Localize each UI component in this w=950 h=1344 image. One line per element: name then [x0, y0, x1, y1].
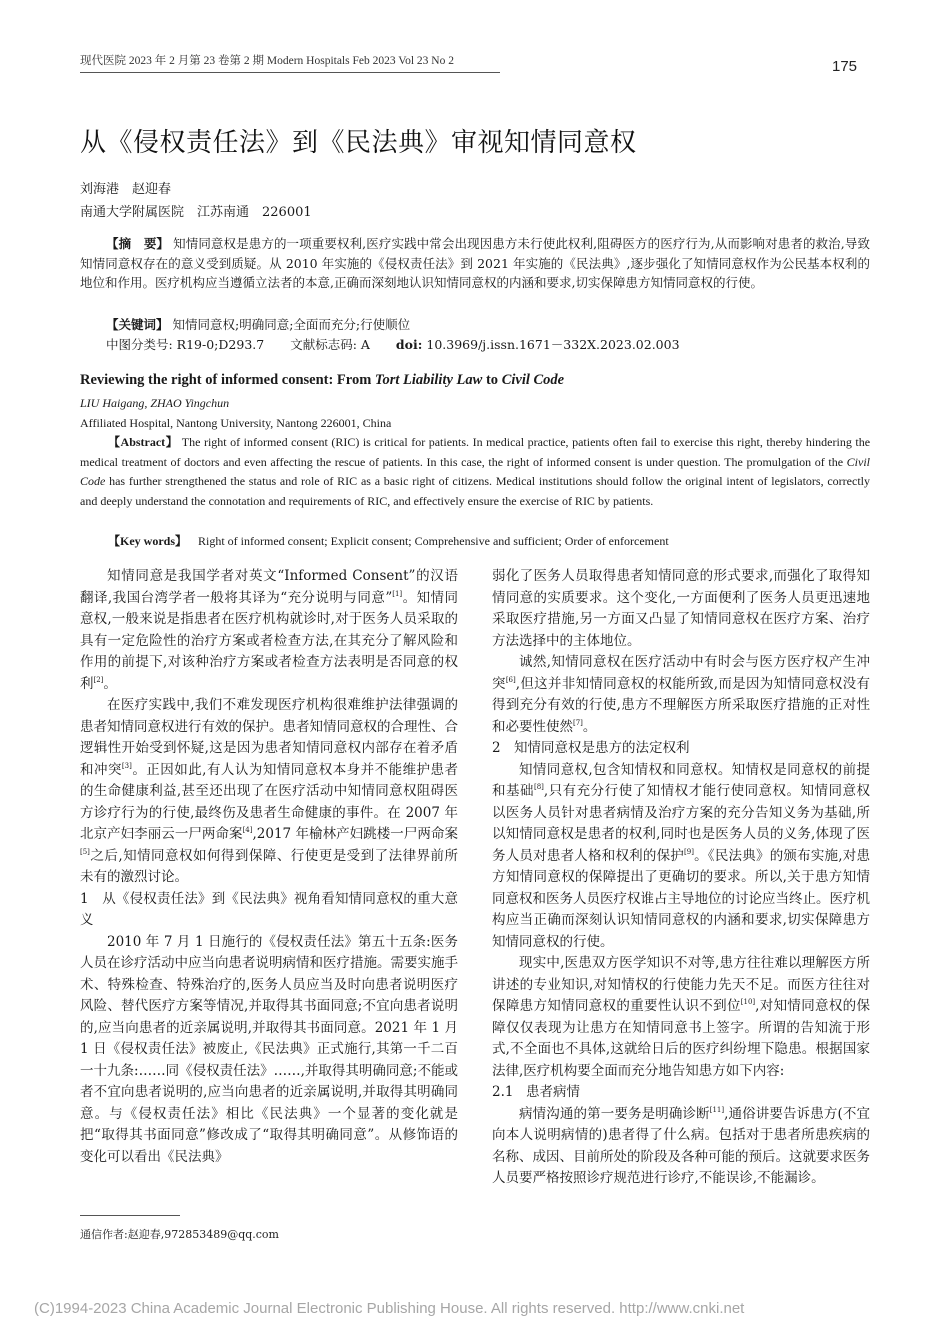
paragraph-2: 在医疗实践中,我们不难发现医疗机构很难维护法律强调的患者知情同意权进行有效的保护。患者知情同意权的合理性、合逻辑性开始受到怀疑,这是因为患者知情同意权内部存在着矛盾和冲突[3]。正因如此,有人认为知情同意权本身并不能维护患者的生命健康利益,甚至还出现了在医疗活动中知情同意权阻碍医方诊疗行为的行使,最终伤及患者生命健康的事件。在 2007 年北京产妇李丽云一尸两命案[4],2017 年榆林产妇跳楼一尸两命案[5]之后,知情同意权如何得到保障、行使更是受到了法律界前所未有的激烈讨论。	[80, 697, 458, 885]
english-abstract-text-end: has further strengthened the status and role of RIC as a basic right of citizens. Medical institutions should follow the original intent of legislators, correctly and deeply understand the connotation and requirements of RIC, and effectively ensure the exercise of RIC by patients.	[80, 474, 870, 508]
section-2-heading: 2 知情同意权是患方的法定权利	[492, 740, 690, 756]
document-code: 文献标志码: A	[290, 337, 370, 352]
copyright-watermark: (C)1994-2023 China Academic Journal Electronic Publishing House. All rights reserved. http://www.cnki.net	[34, 1300, 745, 1317]
affiliation: 南通大学附属医院 江苏南通 226001	[80, 205, 312, 220]
keywords-zh-text: 知情同意权;明确同意;全面而充分;行使顺位	[172, 317, 411, 332]
body-column-left	[80, 566, 458, 1168]
corresponding-author-footnote: 通信作者:赵迎春,972853489@qq.com	[80, 1228, 279, 1241]
citation-10: [10]	[740, 998, 756, 1006]
abstract-zh-label: 【摘 要】	[106, 236, 170, 251]
abstract-zh	[80, 234, 870, 293]
citation-2: [2]	[93, 675, 104, 684]
english-abstract	[80, 433, 870, 511]
english-title-prefix: Reviewing the right of informed consent: From	[80, 372, 375, 388]
classification-line	[80, 335, 896, 355]
paragraph-1: 知情同意是我国学者对英文“Informed Consent”的汉语翻译,我国台湾学者一般将其译为“充分说明与同意”[1]。知情同意权,一般来说是指患者在医疗机构就诊时,对于医务人员采取的具有一定危险性的治疗方案或者检查方法,在其充分了解风险和作用的前提下,对该种治疗方案或者检查方法表明是否同意的权利[2]。	[80, 568, 458, 692]
citation-1: [1]	[392, 589, 403, 598]
english-keywords-label: 【Key words】	[108, 534, 187, 548]
english-title-to: to	[482, 372, 502, 388]
citation-6: [6]	[505, 675, 516, 684]
authors: 刘海港 赵迎春	[80, 182, 172, 197]
english-affiliation: Affiliated Hospital, Nantong University, Nantong 226001, China	[80, 416, 392, 430]
running-head: 现代医院 2023 年 2 月第 23 卷第 2 期 Modern Hospitals Feb 2023 Vol 23 No 2	[80, 55, 454, 67]
paragraph-7: 现实中,医患双方医学知识不对等,患方往往难以理解医方所讲述的专业知识,对知情权的行使能力先天不足。而医方往往对保障患方知情同意权的重要性认识不到位[10],对知情同意权的保障仅仅表现为让患方在知情同意书上签字。所谓的告知流于形式,不全面也不具体,这就给日后的医疗纠纷埋下隐患。根据国家法律,医疗机构要全面而充分地告知患方如下内容:	[492, 955, 870, 1079]
footnote-rule	[80, 1215, 180, 1216]
keywords-zh	[80, 315, 896, 335]
body-column-right	[492, 566, 870, 1190]
english-title-law2: Civil Code	[501, 372, 565, 388]
citation-11: [11]	[709, 1105, 725, 1114]
doi-label: doi:	[395, 337, 423, 352]
citation-3: [3]	[121, 761, 132, 770]
english-title	[80, 372, 564, 389]
citation-4: [4]	[242, 826, 253, 834]
keywords-zh-label: 【关键词】	[106, 317, 169, 332]
doi-value: 10.3969/j.issn.1671－332X.2023.02.003	[426, 337, 680, 352]
citation-9: [9]	[684, 847, 694, 856]
english-keywords-text: Right of informed consent; Explicit consent; Comprehensive and sufficient; Order of enforcement	[198, 534, 669, 548]
citation-8: [8]	[533, 783, 544, 791]
citation-5: [5]	[80, 847, 90, 856]
english-abstract-text: The right of informed consent (RIC) is critical for patients. In medical practice, patients often fail to exercise this right, thereby hindering the medical treatment of doctors and even affecting the rescue of patients. In this case, the right of informed consent is under question. The promulgation of the	[80, 435, 871, 469]
paragraph-5: 诚然,知情同意权在医疗活动中有时会与医方医疗权产生冲突[6],但这并非知情同意权的权能所致,而是因为知情同意权没有得到充分有效的行使,患方不理解医方所采取医疗措施的正对性和必要性使然[7]。	[492, 654, 871, 735]
abstract-zh-text: 知情同意权是患方的一项重要权利,医疗实践中常会出现因患方未行使此权利,阻碍医方的医疗行为,从而影响对患者的救治,导致知情同意权存在的意义受到质疑。从 2010 年实施的《侵权责任法》到 2021 年实施的《民法典》,逐步强化了知情同意权作为公民基本权利的地位和作用。医疗机构应当遵循立法者的本意,正确而深刻地认识知情同意权的内涵和要求,切实保障患方知情同意权的行使。	[80, 236, 870, 290]
header-rule	[80, 72, 500, 73]
english-keywords	[80, 532, 898, 552]
english-abstract-label: 【Abstract】	[108, 435, 179, 449]
english-authors: LIU Haigang, ZHAO Yingchun	[80, 396, 230, 410]
page-number: 175	[832, 58, 858, 75]
paragraph-6: 知情同意权,包含知情权和同意权。知情权是同意权的前提和基础[8],只有充分行使了知情权才能行使同意权。知情同意权以医务人员针对患者病情及治疗方案的充分告知义务为基础,所以知情同意权是患者的权利,同时也是医务人员的义务,体现了医务人员对患者人格和权利的保护[9]。《民法典》的颁布实施,对患方知情同意权的保障提出了更确切的要求。所以,关于患方知情同意权和医务人员医疗权谁占主导地位的讨论应当终止。医疗机构应当正确而深刻认识知情同意权的内涵和要求,切实保障患方知情同意权的行使。	[492, 761, 871, 950]
section-1-heading: 1 从《侵权责任法》到《民法典》视角看知情同意权的重大意义	[80, 890, 458, 928]
citation-7: [7]	[573, 718, 583, 727]
article-title: 从《侵权责任法》到《民法典》审视知情同意权	[80, 128, 637, 158]
section-2-1-heading: 2.1 患者病情	[492, 1084, 580, 1100]
english-title-law1: Tort Liability Law	[374, 372, 483, 388]
paragraph-3: 2010 年 7 月 1 日施行的《侵权责任法》第五十五条:医务人员在诊疗活动中应当向患者说明病情和医疗措施。需要实施手术、特殊检查、特殊治疗的,医务人员应当及时向患者说明医疗风险、替代医疗方案等情况,并取得其书面同意;不宜向患者说明的,应当向患者的近亲属说明,并取得其书面同意。2021 年 1 月 1 日《侵权责任法》被废止,《民法典》正式施行,其第一千二百一十九条:……同《侵权责任法》……,并取得其明确同意;不能或者不宜向患者说明的,应当向患者的近亲属说明,并取得其明确同意。与《侵权责任法》相比《民法典》一个显著的变化就是把“取得其书面同意”修改成了“取得其明确同意”。从修饰语的变化可以看出《民法典》	[80, 933, 458, 1165]
clc-number: 中图分类号: R19-0;D293.7	[106, 337, 265, 352]
paragraph-4: 弱化了医务人员取得患者知情同意的形式要求,而强化了取得知情同意的实质要求。这个变化,一方面便利了医务人员更迅速地采取医疗措施,另一方面又凸显了知情同意权在医疗方案、治疗方法选择中的主体地位。	[492, 568, 870, 649]
english-abstract-italic: Civil Code	[80, 454, 870, 488]
paragraph-8: 病情沟通的第一要务是明确诊断[11],通俗讲要告诉患方(不宜向本人说明病情的)患者得了什么病。包括对于患者所患疾病的名称、成因、目前所处的阶段及各种可能的预后。这就要求医务人员要严格按照诊疗规范进行诊疗,不能误诊,不能漏诊。	[492, 1105, 870, 1186]
